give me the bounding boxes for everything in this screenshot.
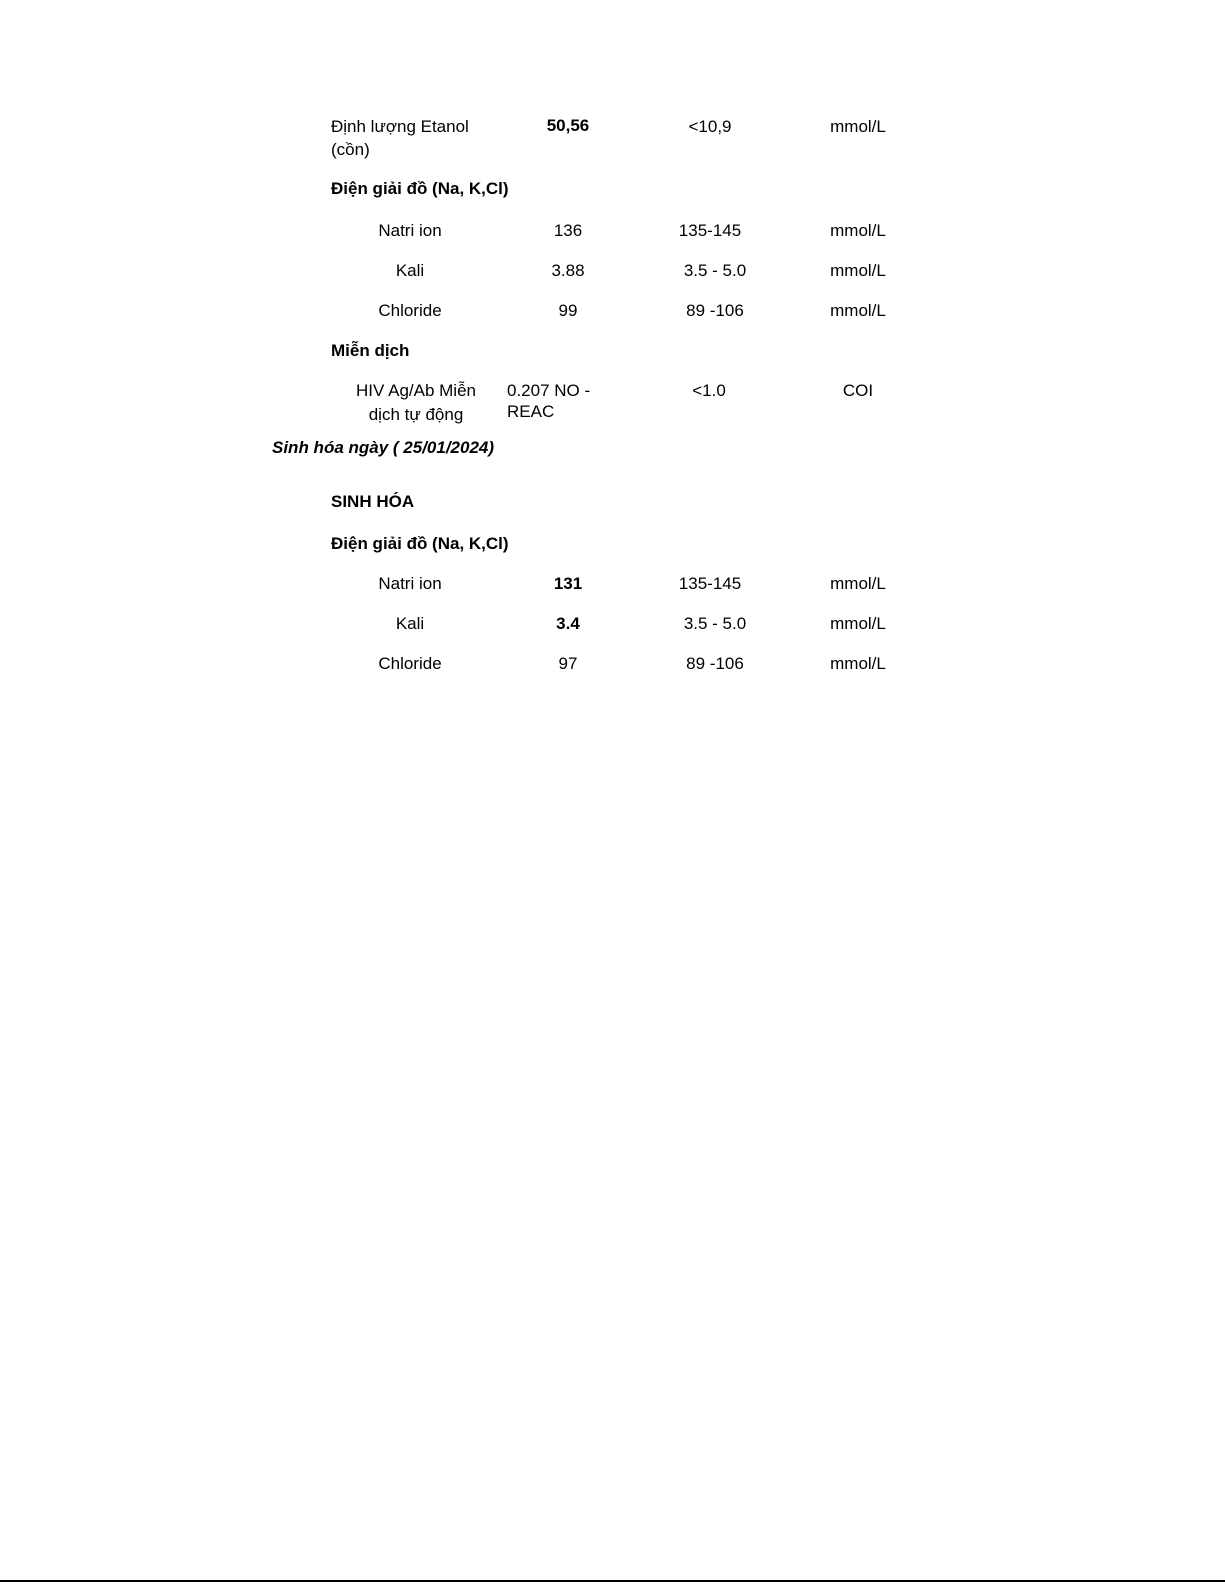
page-bottom-border: [0, 1580, 1225, 1582]
hiv-unit: COI: [842, 381, 874, 400]
etanol-test-name-line1: Định lượng Etanol: [331, 117, 469, 136]
etanol-result: 50,56: [546, 116, 590, 135]
hiv-test-name-line2: dịch tự động: [368, 405, 464, 424]
electrolyte-panel-title-2: Điện giải đồ (Na, K,Cl): [331, 534, 509, 553]
kali-result-2: 3.4: [556, 614, 580, 633]
kali-reference: 3.5 - 5.0: [683, 261, 747, 280]
etanol-unit: mmol/L: [830, 117, 886, 136]
chloride-unit: mmol/L: [830, 301, 886, 320]
hiv-result-line2: REAC: [507, 402, 555, 421]
chloride-result-2: 97: [558, 654, 578, 673]
chloride-unit-2: mmol/L: [830, 654, 886, 673]
natri-name-2: Natri ion: [378, 574, 442, 593]
chloride-result: 99: [558, 301, 578, 320]
etanol-reference: <10,9: [688, 117, 732, 136]
natri-unit-2: mmol/L: [830, 574, 886, 593]
chloride-name-2: Chloride: [378, 654, 442, 673]
kali-result: 3.88: [551, 261, 585, 280]
chloride-name: Chloride: [378, 301, 442, 320]
natri-name: Natri ion: [378, 221, 442, 240]
natri-result: 136: [553, 221, 583, 240]
natri-reference-2: 135-145: [678, 574, 742, 593]
kali-name-2: Kali: [395, 614, 425, 633]
kali-name: Kali: [395, 261, 425, 280]
natri-unit: mmol/L: [830, 221, 886, 240]
etanol-test-name-line2: (cồn): [331, 140, 370, 159]
natri-reference: 135-145: [678, 221, 742, 240]
hiv-reference: <1.0: [692, 381, 726, 400]
kali-unit: mmol/L: [830, 261, 886, 280]
chloride-reference: 89 -106: [686, 301, 744, 320]
immunology-title: Miễn dịch: [331, 341, 410, 360]
electrolyte-panel-title: Điện giải đồ (Na, K,Cl): [331, 179, 509, 198]
chloride-reference-2: 89 -106: [686, 654, 744, 673]
sinh-hoa-title: SINH HÓA: [331, 492, 415, 511]
date-heading: Sinh hóa ngày ( 25/01/2024): [272, 438, 495, 457]
natri-result-2: 131: [553, 574, 583, 593]
kali-unit-2: mmol/L: [830, 614, 886, 633]
hiv-test-name-line1: HIV Ag/Ab Miễn: [355, 381, 476, 400]
kali-reference-2: 3.5 - 5.0: [683, 614, 747, 633]
hiv-result-line1: 0.207 NO -: [507, 381, 591, 400]
